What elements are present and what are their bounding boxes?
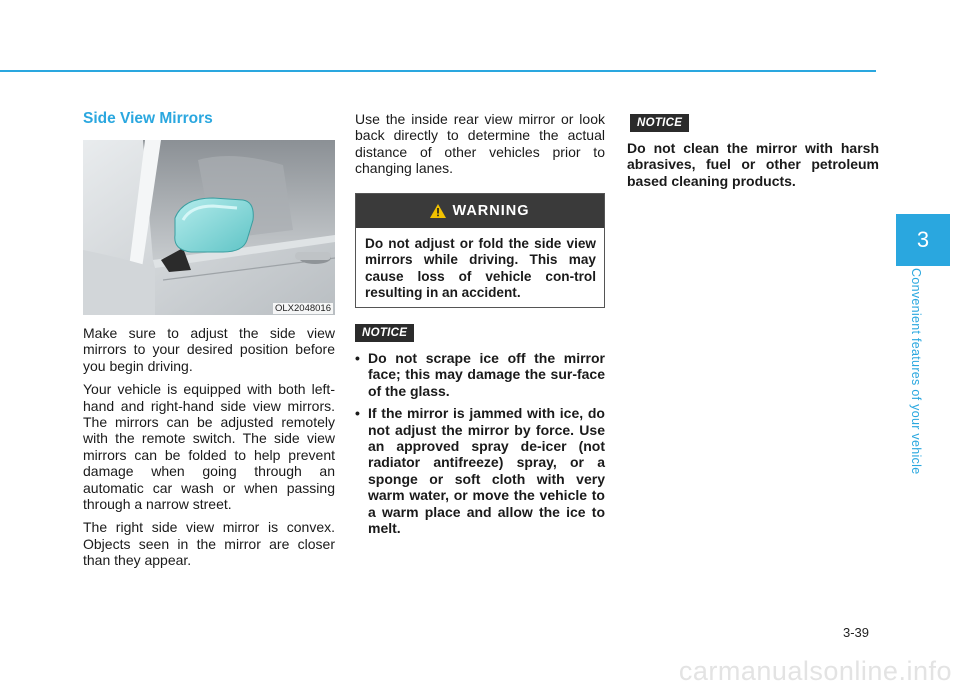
column-2-intro [355, 111, 605, 177]
warning-header [356, 194, 604, 228]
header-rule [0, 70, 876, 72]
chapter-number: 3 [916, 227, 930, 252]
notice-text: Do not clean the mirror with harsh abrasives, fuel or other petroleum based cleaning products. [627, 140, 879, 189]
warning-text: Do not adjust or fold the side view mirrors while driving. This may cause loss of vehicle con-trol resulting in an accident. [365, 236, 596, 301]
notice-label: NOTICE [630, 114, 689, 132]
chapter-tab [896, 214, 950, 266]
notice-badge [355, 323, 414, 342]
paragraph: Your vehicle is equipped with both left-hand and right-hand side view mirrors. The mirrors can be adjusted remotely with the remote switch. The side view mirrors can be folded to help prevent damage when going through an automatic car wash or when passing through a narrow street. [83, 381, 335, 513]
warning-box [355, 193, 605, 308]
column-3 [627, 140, 879, 189]
image-code: OLX2048016 [275, 303, 331, 314]
warning-triangle-icon [430, 204, 446, 218]
watermark: carmanualsonline.info [678, 656, 952, 686]
list-item: • If the mirror is jammed with ice, do not adjust the mirror by force. Use an approved spray de-icer (not radiator antifreeze) spray, or a sponge or soft cloth with very warm water, or move the vehicle to a warm place and allow the ice to melt. [355, 405, 605, 536]
warning-label: WARNING [452, 203, 530, 219]
chapter-title: Convenient features of your vehicle [909, 268, 923, 475]
column-1 [83, 325, 335, 569]
paragraph: Use the inside rear view mirror or look back directly to determine the actual distance of other vehicles prior to changing lanes. [355, 111, 605, 177]
paragraph: The right side view mirror is convex. Objects seen in the mirror are closer than they appear. [83, 519, 335, 569]
list-item: • Do not scrape ice off the mirror face; this may damage the sur-face of the glass. [355, 350, 605, 399]
section-title: Side View Mirrors [83, 110, 213, 127]
notice-bullet-list [355, 350, 605, 542]
notice-label: NOTICE [355, 324, 414, 342]
side-mirror-illustration [83, 140, 335, 315]
side-mirror-photo [83, 140, 335, 315]
page-number: 3-39 [843, 625, 870, 640]
paragraph: Make sure to adjust the side view mirrors to your desired position before you begin driving. [83, 325, 335, 374]
notice-badge [630, 113, 689, 132]
